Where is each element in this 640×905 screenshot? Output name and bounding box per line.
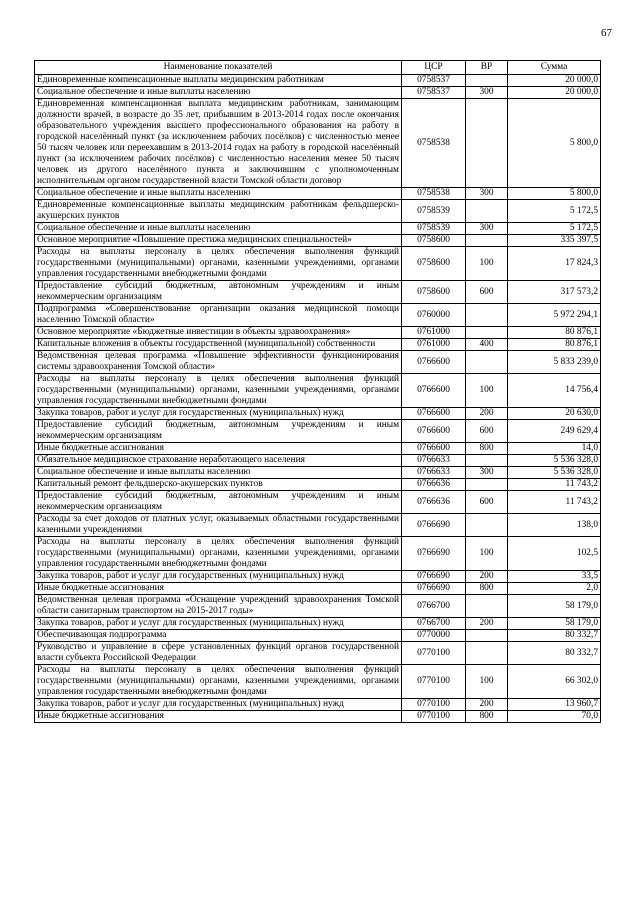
row-sum: 20 000,0: [508, 87, 601, 99]
table-row: [35, 408, 601, 420]
row-vr: 300: [466, 223, 508, 235]
row-name: Единовременные компенсационные выплаты медицинским работникам фельдшерско-акушерских пунктов: [35, 200, 402, 223]
row-code: 0760000: [402, 304, 466, 327]
row-sum: 80 876,1: [508, 339, 601, 351]
row-sum: 5 800,0: [508, 99, 601, 188]
row-vr: 800: [466, 443, 508, 455]
row-vr: 100: [466, 665, 508, 699]
table-row: [35, 443, 601, 455]
row-name: Предоставление субсидий бюджетным, автономным учреждениям и иным некоммерческим организациям: [35, 281, 402, 304]
row-vr: [466, 235, 508, 247]
row-sum: 66 302,0: [508, 665, 601, 699]
row-name: Социальное обеспечение и иные выплаты населению: [35, 467, 402, 479]
row-vr: 200: [466, 571, 508, 583]
row-vr: [466, 200, 508, 223]
row-code: 0758537: [402, 87, 466, 99]
header-vr: ВР: [466, 61, 508, 75]
row-sum: 20 000,0: [508, 75, 601, 87]
row-sum: 5 833 239,0: [508, 351, 601, 374]
row-name: Социальное обеспечение и иные выплаты населению: [35, 188, 402, 200]
row-sum: 5 172,5: [508, 200, 601, 223]
row-vr: 400: [466, 339, 508, 351]
row-code: 0766636: [402, 479, 466, 491]
row-code: 0766600: [402, 420, 466, 443]
table-row: [35, 327, 601, 339]
row-vr: 800: [466, 583, 508, 595]
table-row: [35, 247, 601, 281]
row-code: 0766636: [402, 491, 466, 514]
row-vr: 600: [466, 491, 508, 514]
row-vr: [466, 327, 508, 339]
table-body: [35, 75, 601, 723]
row-sum: 80 876,1: [508, 327, 601, 339]
row-name: Капитальные вложения в объекты государственной (муниципальной) собственности: [35, 339, 402, 351]
row-name: Иные бюджетные ассигнования: [35, 443, 402, 455]
row-sum: 5 972 294,1: [508, 304, 601, 327]
row-sum: 13 960,7: [508, 699, 601, 711]
row-vr: [466, 514, 508, 537]
row-vr: 100: [466, 374, 508, 408]
row-sum: 2,0: [508, 583, 601, 595]
row-vr: 100: [466, 247, 508, 281]
row-sum: 14 756,4: [508, 374, 601, 408]
row-name: Капитальный ремонт фельдшерско-акушерских пунктов: [35, 479, 402, 491]
row-sum: 80 332,7: [508, 642, 601, 665]
row-name: Социальное обеспечение и иные выплаты населению: [35, 87, 402, 99]
row-vr: [466, 455, 508, 467]
row-vr: 600: [466, 281, 508, 304]
row-sum: 249 629,4: [508, 420, 601, 443]
table-row: [35, 374, 601, 408]
table-row: [35, 479, 601, 491]
table-row: [35, 455, 601, 467]
row-name: Закупка товаров, работ и услуг для государственных (муниципальных) нужд: [35, 699, 402, 711]
row-name: Расходы на выплаты персоналу в целях обеспечения выполнения функций государственными (муниципальными) органами, казенными учреждениями, органами управления государственными внебюджетными фондами: [35, 374, 402, 408]
row-vr: [466, 630, 508, 642]
header-sum: Сумма: [508, 61, 601, 75]
row-code: 0766700: [402, 595, 466, 618]
row-code: 0758538: [402, 188, 466, 200]
table-row: [35, 642, 601, 665]
row-sum: 5 800,0: [508, 188, 601, 200]
table-row: [35, 571, 601, 583]
row-vr: 600: [466, 420, 508, 443]
row-code: 0766690: [402, 537, 466, 571]
table-row: [35, 99, 601, 188]
row-vr: [466, 75, 508, 87]
row-name: Закупка товаров, работ и услуг для государственных (муниципальных) нужд: [35, 571, 402, 583]
row-sum: 102,5: [508, 537, 601, 571]
row-sum: 11 743,2: [508, 491, 601, 514]
row-code: 0766690: [402, 571, 466, 583]
row-name: Социальное обеспечение и иные выплаты населению: [35, 223, 402, 235]
row-vr: [466, 99, 508, 188]
table-row: [35, 339, 601, 351]
table-row: [35, 304, 601, 327]
row-vr: 100: [466, 537, 508, 571]
table-row: [35, 583, 601, 595]
table-row: [35, 223, 601, 235]
table-row: [35, 467, 601, 479]
page-number: 67: [601, 27, 612, 39]
table-row: [35, 200, 601, 223]
row-sum: 17 824,3: [508, 247, 601, 281]
row-code: 0758600: [402, 235, 466, 247]
row-name: Ведомственная целевая программа «Оснащение учреждений здравоохранения Томской области санитарным транспортом на 2015-2017 годы»: [35, 595, 402, 618]
table-row: [35, 491, 601, 514]
row-code: 0766600: [402, 408, 466, 420]
table-row: [35, 630, 601, 642]
row-vr: 300: [466, 87, 508, 99]
row-name: Иные бюджетные ассигнования: [35, 711, 402, 723]
row-vr: 200: [466, 699, 508, 711]
row-name: Расходы на выплаты персоналу в целях обеспечения выполнения функций государственными (муниципальными) органами, казенными учреждениями, органами управления государственными внебюджетными фондами: [35, 537, 402, 571]
row-sum: 5 172,5: [508, 223, 601, 235]
row-vr: [466, 304, 508, 327]
row-code: 0766600: [402, 374, 466, 408]
row-code: 0766690: [402, 583, 466, 595]
table-row: [35, 618, 601, 630]
row-sum: 5 536 328,0: [508, 467, 601, 479]
row-code: 0766600: [402, 443, 466, 455]
row-code: 0758539: [402, 223, 466, 235]
row-vr: 300: [466, 467, 508, 479]
table-row: [35, 420, 601, 443]
row-sum: 11 743,2: [508, 479, 601, 491]
row-code: 0766633: [402, 467, 466, 479]
row-name: Расходы на выплаты персоналу в целях обеспечения выполнения функций государственными (муниципальными) органами, казенными учреждениями, органами управления государственными внебюджетными фондами: [35, 247, 402, 281]
row-code: 0770100: [402, 665, 466, 699]
row-sum: 317 573,2: [508, 281, 601, 304]
row-sum: 138,0: [508, 514, 601, 537]
table-row: [35, 537, 601, 571]
row-name: Иные бюджетные ассигнования: [35, 583, 402, 595]
row-vr: [466, 642, 508, 665]
row-name: Основное мероприятие «Бюджетные инвестиции в объекты здравоохранения»: [35, 327, 402, 339]
row-name: Ведомственная целевая программа «Повышение эффективности функционирования системы здравоохранения Томской области»: [35, 351, 402, 374]
row-code: 0770100: [402, 699, 466, 711]
row-vr: 200: [466, 408, 508, 420]
row-code: 0758538: [402, 99, 466, 188]
table-header-row: [35, 61, 601, 75]
table-row: [35, 235, 601, 247]
row-code: 0758537: [402, 75, 466, 87]
row-code: 0770000: [402, 630, 466, 642]
row-sum: 58 179,0: [508, 618, 601, 630]
budget-table: [34, 60, 601, 723]
row-code: 0770100: [402, 642, 466, 665]
row-name: Руководство и управление в сфере установленных функций органов государственной власти субъекта Российской Федерации: [35, 642, 402, 665]
row-code: 0758600: [402, 281, 466, 304]
table-row: [35, 188, 601, 200]
table-row: [35, 514, 601, 537]
row-name: Единовременные компенсационные выплаты медицинским работникам: [35, 75, 402, 87]
header-code: ЦСР: [402, 61, 466, 75]
row-name: Обязательное медицинское страхование неработающего населения: [35, 455, 402, 467]
row-sum: 5 536 328,0: [508, 455, 601, 467]
table-row: [35, 711, 601, 723]
row-code: 0761000: [402, 339, 466, 351]
table-row: [35, 595, 601, 618]
row-code: 0758539: [402, 200, 466, 223]
row-vr: 300: [466, 188, 508, 200]
table-row: [35, 75, 601, 87]
row-name: Закупка товаров, работ и услуг для государственных (муниципальных) нужд: [35, 618, 402, 630]
row-code: 0761000: [402, 327, 466, 339]
row-vr: 200: [466, 618, 508, 630]
row-vr: 800: [466, 711, 508, 723]
row-name: Расходы за счет доходов от платных услуг, оказываемых областными государственными казенными учреждениями: [35, 514, 402, 537]
row-name: Основное мероприятие «Повышение престижа медицинских специальностей»: [35, 235, 402, 247]
table-row: [35, 281, 601, 304]
row-code: 0766633: [402, 455, 466, 467]
row-sum: 335 397,5: [508, 235, 601, 247]
row-name: Предоставление субсидий бюджетным, автономным учреждениям и иным некоммерческим организациям: [35, 420, 402, 443]
row-vr: [466, 479, 508, 491]
row-code: 0766690: [402, 514, 466, 537]
row-code: 0766700: [402, 618, 466, 630]
row-sum: 33,5: [508, 571, 601, 583]
table-row: [35, 665, 601, 699]
table-row: [35, 87, 601, 99]
row-code: 0758600: [402, 247, 466, 281]
row-name: Предоставление субсидий бюджетным, автономным учреждениям и иным некоммерческим организациям: [35, 491, 402, 514]
row-code: 0770100: [402, 711, 466, 723]
row-name: Закупка товаров, работ и услуг для государственных (муниципальных) нужд: [35, 408, 402, 420]
row-name: Подпрограмма «Совершенствование организации оказания медицинской помощи населению Томской области»: [35, 304, 402, 327]
row-sum: 14,0: [508, 443, 601, 455]
row-sum: 20 630,0: [508, 408, 601, 420]
row-name: Обеспечивающая подпрограмма: [35, 630, 402, 642]
row-name: Единовременная компенсационная выплата медицинским работникам, занимающим должности врачей, в возрасте до 35 лет, прибывшим в 2013-2014 годах после окончания образовательного учреждения высшего профессионального образования на работу в городской населённый пункт (за исключением рабочих посёлков) с численностью менее 50 тысяч человек или переехавшим в 2013-2014 годах на работу в городской населённый пункт (за исключением рабочих посёлков) с численностью населения менее 50 тысяч человек из другого населённого пункта и заключившим с уполномоченным исполнительным органом государственной власти Томской области договор: [35, 99, 402, 188]
row-code: 0766600: [402, 351, 466, 374]
table-row: [35, 351, 601, 374]
row-sum: 70,0: [508, 711, 601, 723]
header-name: Наименование показателей: [35, 61, 402, 75]
row-name: Расходы на выплаты персоналу в целях обеспечения выполнения функций государственными (муниципальными) органами, казенными учреждениями, органами управления государственными внебюджетными фондами: [35, 665, 402, 699]
row-vr: [466, 351, 508, 374]
row-sum: 80 332,7: [508, 630, 601, 642]
table-row: [35, 699, 601, 711]
row-vr: [466, 595, 508, 618]
row-sum: 58 179,0: [508, 595, 601, 618]
